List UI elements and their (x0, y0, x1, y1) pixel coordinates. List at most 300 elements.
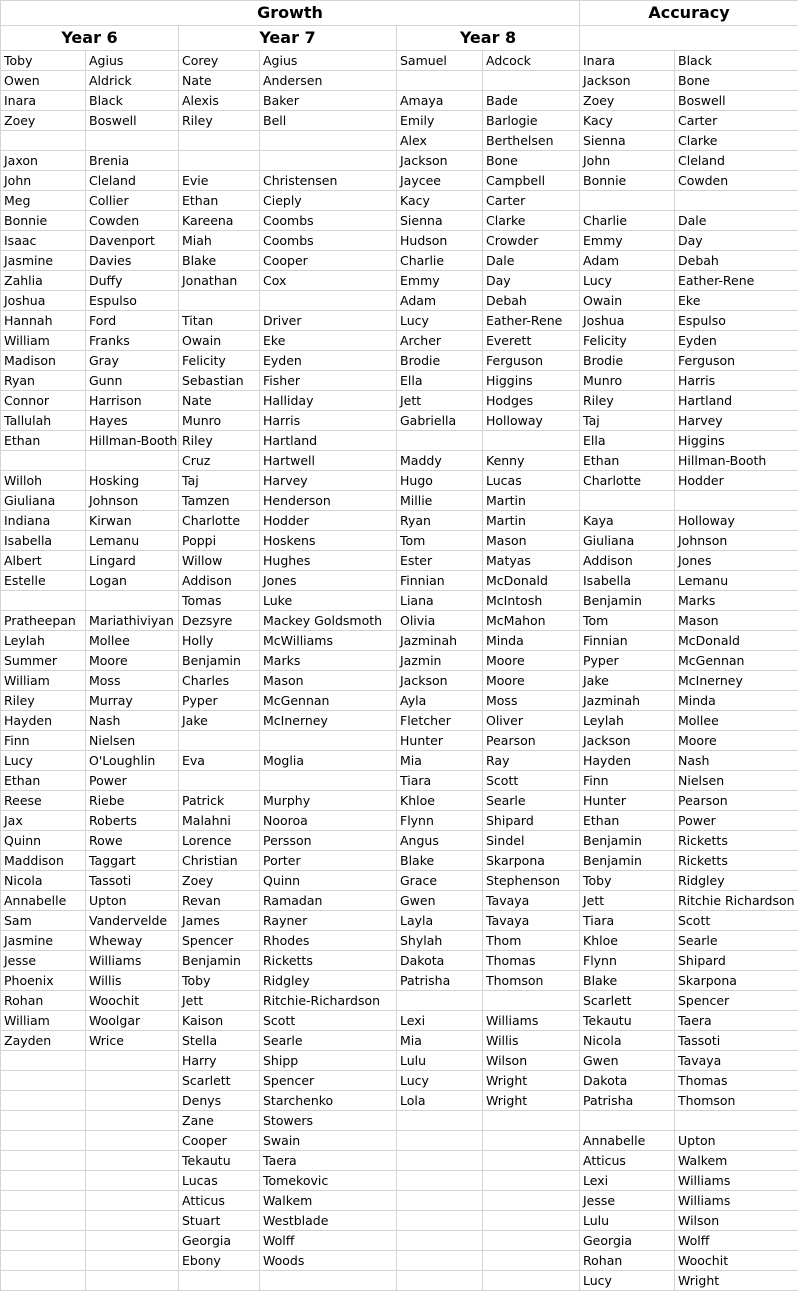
year7-first-name[interactable] (179, 771, 260, 791)
year8-last-name[interactable]: McMahon (483, 611, 580, 631)
year6-first-name[interactable]: Jesse (1, 951, 86, 971)
accuracy-last-name[interactable]: Spencer (675, 991, 798, 1011)
year8-first-name[interactable]: Angus (397, 831, 483, 851)
accuracy-first-name[interactable]: Ethan (580, 811, 675, 831)
year6-first-name[interactable] (1, 1111, 86, 1131)
accuracy-last-name[interactable]: McGennan (675, 651, 798, 671)
year8-first-name[interactable]: Archer (397, 331, 483, 351)
year6-first-name[interactable]: Ryan (1, 371, 86, 391)
year6-last-name[interactable] (86, 1071, 179, 1091)
year7-first-name[interactable]: Scarlett (179, 1071, 260, 1091)
year8-first-name[interactable]: Ella (397, 371, 483, 391)
year8-last-name[interactable]: Williams (483, 1011, 580, 1031)
accuracy-last-name[interactable]: Nielsen (675, 771, 798, 791)
year7-last-name[interactable]: Eke (260, 331, 397, 351)
accuracy-first-name[interactable]: Adam (580, 251, 675, 271)
year6-last-name[interactable]: Riebe (86, 791, 179, 811)
accuracy-last-name[interactable]: Lemanu (675, 571, 798, 591)
year8-first-name[interactable]: Grace (397, 871, 483, 891)
accuracy-first-name[interactable] (580, 1111, 675, 1131)
year6-first-name[interactable]: Tallulah (1, 411, 86, 431)
year7-last-name[interactable]: Hughes (260, 551, 397, 571)
year8-last-name[interactable]: Moore (483, 671, 580, 691)
accuracy-last-name[interactable]: McInerney (675, 671, 798, 691)
accuracy-last-name[interactable]: Upton (675, 1131, 798, 1151)
year8-first-name[interactable]: Shylah (397, 931, 483, 951)
year7-first-name[interactable]: Revan (179, 891, 260, 911)
year7-last-name[interactable]: Jones (260, 571, 397, 591)
year8-last-name[interactable] (483, 1271, 580, 1291)
year8-first-name[interactable]: Emily (397, 111, 483, 131)
accuracy-first-name[interactable]: Tom (580, 611, 675, 631)
accuracy-last-name[interactable]: Ridgley (675, 871, 798, 891)
year8-last-name[interactable]: Wright (483, 1071, 580, 1091)
accuracy-first-name[interactable]: Zoey (580, 91, 675, 111)
year6-first-name[interactable]: William (1, 331, 86, 351)
year8-last-name[interactable]: Martin (483, 491, 580, 511)
year8-first-name[interactable] (397, 1231, 483, 1251)
year6-first-name[interactable]: Jasmine (1, 251, 86, 271)
year7-last-name[interactable]: Baker (260, 91, 397, 111)
year6-last-name[interactable] (86, 131, 179, 151)
accuracy-first-name[interactable]: Annabelle (580, 1131, 675, 1151)
year6-last-name[interactable]: Nielsen (86, 731, 179, 751)
accuracy-first-name[interactable] (580, 491, 675, 511)
year6-last-name[interactable]: Nash (86, 711, 179, 731)
year6-first-name[interactable]: Madison (1, 351, 86, 371)
year7-last-name[interactable]: Westblade (260, 1211, 397, 1231)
year8-first-name[interactable] (397, 1131, 483, 1151)
year8-first-name[interactable] (397, 1151, 483, 1171)
accuracy-first-name[interactable]: Benjamin (580, 831, 675, 851)
year6-first-name[interactable]: Connor (1, 391, 86, 411)
year7-first-name[interactable]: Alexis (179, 91, 260, 111)
year6-first-name[interactable]: Estelle (1, 571, 86, 591)
year7-first-name[interactable]: Eva (179, 751, 260, 771)
year6-first-name[interactable] (1, 591, 86, 611)
year8-last-name[interactable] (483, 1171, 580, 1191)
year7-first-name[interactable]: Felicity (179, 351, 260, 371)
year6-last-name[interactable]: Cowden (86, 211, 179, 231)
year7-first-name[interactable]: Toby (179, 971, 260, 991)
year6-last-name[interactable]: Black (86, 91, 179, 111)
year7-first-name[interactable]: Tamzen (179, 491, 260, 511)
year7-first-name[interactable]: Munro (179, 411, 260, 431)
year6-last-name[interactable]: Mollee (86, 631, 179, 651)
year7-last-name[interactable]: Harris (260, 411, 397, 431)
accuracy-last-name[interactable]: Wolff (675, 1231, 798, 1251)
accuracy-last-name[interactable]: Bone (675, 71, 798, 91)
year8-last-name[interactable]: Day (483, 271, 580, 291)
year8-first-name[interactable]: Gabriella (397, 411, 483, 431)
year6-first-name[interactable]: Indiana (1, 511, 86, 531)
year8-last-name[interactable]: Scott (483, 771, 580, 791)
year8-last-name[interactable]: Campbell (483, 171, 580, 191)
year7-first-name[interactable]: Benjamin (179, 651, 260, 671)
year6-first-name[interactable]: Zayden (1, 1031, 86, 1051)
year8-first-name[interactable] (397, 431, 483, 451)
year7-first-name[interactable]: Christian (179, 851, 260, 871)
year6-last-name[interactable]: Upton (86, 891, 179, 911)
year8-last-name[interactable]: Bade (483, 91, 580, 111)
year8-last-name[interactable]: Shipard (483, 811, 580, 831)
year6-first-name[interactable]: Jaxon (1, 151, 86, 171)
year7-first-name[interactable]: Zane (179, 1111, 260, 1131)
accuracy-first-name[interactable]: Georgia (580, 1231, 675, 1251)
year7-first-name[interactable]: Cooper (179, 1131, 260, 1151)
accuracy-last-name[interactable]: Higgins (675, 431, 798, 451)
year7-last-name[interactable]: Porter (260, 851, 397, 871)
year7-last-name[interactable]: Scott (260, 1011, 397, 1031)
year6-first-name[interactable]: Albert (1, 551, 86, 571)
year8-first-name[interactable] (397, 1191, 483, 1211)
year7-first-name[interactable]: Patrick (179, 791, 260, 811)
year6-first-name[interactable]: Jasmine (1, 931, 86, 951)
year6-first-name[interactable]: Zahlia (1, 271, 86, 291)
year6-first-name[interactable]: Bonnie (1, 211, 86, 231)
year8-last-name[interactable] (483, 1251, 580, 1271)
year8-first-name[interactable]: Sienna (397, 211, 483, 231)
year7-last-name[interactable]: Coombs (260, 231, 397, 251)
year6-first-name[interactable] (1, 1171, 86, 1191)
accuracy-first-name[interactable]: Rohan (580, 1251, 675, 1271)
year8-last-name[interactable]: Moss (483, 691, 580, 711)
year6-last-name[interactable]: Gunn (86, 371, 179, 391)
year7-last-name[interactable]: Ritchie-Richardson (260, 991, 397, 1011)
year6-first-name[interactable]: Sam (1, 911, 86, 931)
year8-last-name[interactable]: Everett (483, 331, 580, 351)
accuracy-last-name[interactable] (675, 491, 798, 511)
year8-first-name[interactable]: Hugo (397, 471, 483, 491)
year7-last-name[interactable]: Halliday (260, 391, 397, 411)
year8-last-name[interactable]: Hodges (483, 391, 580, 411)
year6-first-name[interactable]: Ethan (1, 431, 86, 451)
year8-first-name[interactable] (397, 71, 483, 91)
accuracy-last-name[interactable]: Taera (675, 1011, 798, 1031)
accuracy-last-name[interactable]: Nash (675, 751, 798, 771)
year8-last-name[interactable]: Dale (483, 251, 580, 271)
year6-first-name[interactable]: Giuliana (1, 491, 86, 511)
year6-first-name[interactable]: Meg (1, 191, 86, 211)
year7-first-name[interactable]: Stuart (179, 1211, 260, 1231)
accuracy-first-name[interactable]: Charlotte (580, 471, 675, 491)
year7-first-name[interactable]: Benjamin (179, 951, 260, 971)
accuracy-first-name[interactable]: Inara (580, 51, 675, 71)
year8-first-name[interactable]: Layla (397, 911, 483, 931)
year8-last-name[interactable]: Higgins (483, 371, 580, 391)
year7-first-name[interactable] (179, 1271, 260, 1291)
year8-last-name[interactable]: Sindel (483, 831, 580, 851)
accuracy-last-name[interactable]: Woochit (675, 1251, 798, 1271)
year8-last-name[interactable] (483, 1211, 580, 1231)
year7-last-name[interactable]: McWilliams (260, 631, 397, 651)
year7-last-name[interactable]: Moglia (260, 751, 397, 771)
accuracy-first-name[interactable]: Felicity (580, 331, 675, 351)
year8-last-name[interactable]: Skarpona (483, 851, 580, 871)
year6-last-name[interactable]: Wrice (86, 1031, 179, 1051)
accuracy-last-name[interactable]: Williams (675, 1171, 798, 1191)
accuracy-first-name[interactable]: Jake (580, 671, 675, 691)
year8-first-name[interactable]: Emmy (397, 271, 483, 291)
year6-first-name[interactable]: Finn (1, 731, 86, 751)
accuracy-last-name[interactable]: Mason (675, 611, 798, 631)
accuracy-first-name[interactable]: Atticus (580, 1151, 675, 1171)
year8-first-name[interactable]: Amaya (397, 91, 483, 111)
year6-last-name[interactable]: Woochit (86, 991, 179, 1011)
accuracy-last-name[interactable]: Hillman-Booth (675, 451, 798, 471)
year8-first-name[interactable]: Patrisha (397, 971, 483, 991)
year7-first-name[interactable]: Poppi (179, 531, 260, 551)
year8-first-name[interactable] (397, 1111, 483, 1131)
year6-last-name[interactable]: Williams (86, 951, 179, 971)
year7-first-name[interactable]: Ebony (179, 1251, 260, 1271)
accuracy-first-name[interactable]: Addison (580, 551, 675, 571)
accuracy-last-name[interactable]: Ritchie Richardson (675, 891, 798, 911)
year7-first-name[interactable]: Dezsyre (179, 611, 260, 631)
year8-first-name[interactable]: Dakota (397, 951, 483, 971)
year7-last-name[interactable]: Ridgley (260, 971, 397, 991)
accuracy-first-name[interactable]: Scarlett (580, 991, 675, 1011)
year6-first-name[interactable] (1, 451, 86, 471)
year8-first-name[interactable]: Lucy (397, 1071, 483, 1091)
year8-last-name[interactable]: Berthelsen (483, 131, 580, 151)
accuracy-first-name[interactable]: Flynn (580, 951, 675, 971)
year6-first-name[interactable]: Inara (1, 91, 86, 111)
accuracy-first-name[interactable]: Jackson (580, 731, 675, 751)
year7-last-name[interactable]: Rhodes (260, 931, 397, 951)
accuracy-last-name[interactable]: Minda (675, 691, 798, 711)
accuracy-first-name[interactable]: Munro (580, 371, 675, 391)
year6-last-name[interactable]: Roberts (86, 811, 179, 831)
year8-last-name[interactable]: Clarke (483, 211, 580, 231)
year6-last-name[interactable]: Boswell (86, 111, 179, 131)
year7-last-name[interactable]: Agius (260, 51, 397, 71)
year8-last-name[interactable]: Willis (483, 1031, 580, 1051)
year6-last-name[interactable]: Power (86, 771, 179, 791)
year7-first-name[interactable]: James (179, 911, 260, 931)
accuracy-first-name[interactable]: Sienna (580, 131, 675, 151)
year8-last-name[interactable]: Martin (483, 511, 580, 531)
year6-last-name[interactable]: Ford (86, 311, 179, 331)
year6-first-name[interactable]: Reese (1, 791, 86, 811)
year8-first-name[interactable]: Charlie (397, 251, 483, 271)
accuracy-first-name[interactable] (580, 191, 675, 211)
year6-first-name[interactable]: Jax (1, 811, 86, 831)
year7-last-name[interactable]: McInerney (260, 711, 397, 731)
accuracy-last-name[interactable]: Cleland (675, 151, 798, 171)
year8-first-name[interactable]: Khloe (397, 791, 483, 811)
year6-last-name[interactable] (86, 451, 179, 471)
year6-last-name[interactable]: Davies (86, 251, 179, 271)
year6-first-name[interactable] (1, 1271, 86, 1291)
year8-last-name[interactable]: McIntosh (483, 591, 580, 611)
year7-first-name[interactable]: Stella (179, 1031, 260, 1051)
accuracy-first-name[interactable]: Bonnie (580, 171, 675, 191)
year6-last-name[interactable]: Johnson (86, 491, 179, 511)
year6-last-name[interactable] (86, 1231, 179, 1251)
year6-first-name[interactable]: Nicola (1, 871, 86, 891)
year7-first-name[interactable]: Atticus (179, 1191, 260, 1211)
year7-last-name[interactable]: Murphy (260, 791, 397, 811)
year7-last-name[interactable]: Eyden (260, 351, 397, 371)
accuracy-last-name[interactable]: McDonald (675, 631, 798, 651)
year7-last-name[interactable] (260, 731, 397, 751)
year7-first-name[interactable]: Jett (179, 991, 260, 1011)
year6-last-name[interactable]: Brenia (86, 151, 179, 171)
year8-last-name[interactable]: Barlogie (483, 111, 580, 131)
year6-first-name[interactable]: Ethan (1, 771, 86, 791)
year6-last-name[interactable]: Woolgar (86, 1011, 179, 1031)
year8-last-name[interactable]: Kenny (483, 451, 580, 471)
year6-last-name[interactable]: Moss (86, 671, 179, 691)
year7-first-name[interactable]: Blake (179, 251, 260, 271)
year8-first-name[interactable] (397, 1211, 483, 1231)
year6-first-name[interactable]: Maddison (1, 851, 86, 871)
year6-last-name[interactable]: Willis (86, 971, 179, 991)
year6-first-name[interactable]: Quinn (1, 831, 86, 851)
year8-last-name[interactable]: Lucas (483, 471, 580, 491)
accuracy-last-name[interactable]: Shipard (675, 951, 798, 971)
year8-last-name[interactable] (483, 431, 580, 451)
year8-first-name[interactable]: Alex (397, 131, 483, 151)
accuracy-first-name[interactable]: Pyper (580, 651, 675, 671)
year7-last-name[interactable]: Hartland (260, 431, 397, 451)
year7-first-name[interactable]: Tomas (179, 591, 260, 611)
year8-last-name[interactable]: Mason (483, 531, 580, 551)
year6-last-name[interactable] (86, 591, 179, 611)
year7-first-name[interactable] (179, 151, 260, 171)
year8-first-name[interactable]: Maddy (397, 451, 483, 471)
year7-first-name[interactable]: Owain (179, 331, 260, 351)
accuracy-last-name[interactable]: Hartland (675, 391, 798, 411)
year6-first-name[interactable]: Phoenix (1, 971, 86, 991)
accuracy-last-name[interactable]: Day (675, 231, 798, 251)
year6-last-name[interactable]: Lingard (86, 551, 179, 571)
year8-first-name[interactable]: Jackson (397, 671, 483, 691)
year7-first-name[interactable]: Willow (179, 551, 260, 571)
year7-last-name[interactable]: Shipp (260, 1051, 397, 1071)
year8-first-name[interactable]: Brodie (397, 351, 483, 371)
accuracy-first-name[interactable]: Jesse (580, 1191, 675, 1211)
year8-last-name[interactable]: Carter (483, 191, 580, 211)
year8-first-name[interactable]: Blake (397, 851, 483, 871)
year6-last-name[interactable]: Duffy (86, 271, 179, 291)
year6-last-name[interactable]: Logan (86, 571, 179, 591)
year6-first-name[interactable] (1, 1091, 86, 1111)
year8-last-name[interactable]: Crowder (483, 231, 580, 251)
year7-first-name[interactable]: Malahni (179, 811, 260, 831)
accuracy-last-name[interactable]: Holloway (675, 511, 798, 531)
year6-last-name[interactable]: Hayes (86, 411, 179, 431)
year7-last-name[interactable]: Quinn (260, 871, 397, 891)
year8-first-name[interactable]: Jazmin (397, 651, 483, 671)
year8-last-name[interactable]: Minda (483, 631, 580, 651)
year7-last-name[interactable]: Christensen (260, 171, 397, 191)
year7-first-name[interactable]: Taj (179, 471, 260, 491)
accuracy-first-name[interactable]: Nicola (580, 1031, 675, 1051)
accuracy-first-name[interactable]: Gwen (580, 1051, 675, 1071)
year8-first-name[interactable]: Tiara (397, 771, 483, 791)
year8-first-name[interactable]: Tom (397, 531, 483, 551)
accuracy-last-name[interactable]: Espulso (675, 311, 798, 331)
year7-last-name[interactable]: Taera (260, 1151, 397, 1171)
year6-first-name[interactable] (1, 1071, 86, 1091)
accuracy-last-name[interactable]: Moore (675, 731, 798, 751)
year7-first-name[interactable]: Harry (179, 1051, 260, 1071)
accuracy-last-name[interactable]: Boswell (675, 91, 798, 111)
accuracy-last-name[interactable]: Ferguson (675, 351, 798, 371)
accuracy-first-name[interactable]: Benjamin (580, 851, 675, 871)
year6-first-name[interactable] (1, 131, 86, 151)
year8-last-name[interactable]: Eather-Rene (483, 311, 580, 331)
year8-last-name[interactable]: Thom (483, 931, 580, 951)
accuracy-last-name[interactable]: Black (675, 51, 798, 71)
year6-last-name[interactable]: Murray (86, 691, 179, 711)
year8-first-name[interactable]: Liana (397, 591, 483, 611)
year7-last-name[interactable] (260, 1271, 397, 1291)
year6-last-name[interactable]: Aldrick (86, 71, 179, 91)
year6-first-name[interactable]: Lucy (1, 751, 86, 771)
year7-first-name[interactable] (179, 291, 260, 311)
year6-last-name[interactable]: Wheway (86, 931, 179, 951)
year6-first-name[interactable]: Rohan (1, 991, 86, 1011)
accuracy-first-name[interactable]: Ethan (580, 451, 675, 471)
year7-first-name[interactable] (179, 731, 260, 751)
year7-first-name[interactable]: Lucas (179, 1171, 260, 1191)
year8-last-name[interactable]: Wright (483, 1091, 580, 1111)
accuracy-first-name[interactable]: Emmy (580, 231, 675, 251)
year8-first-name[interactable]: Adam (397, 291, 483, 311)
year7-last-name[interactable]: McGennan (260, 691, 397, 711)
year6-last-name[interactable]: Harrison (86, 391, 179, 411)
accuracy-first-name[interactable]: Hayden (580, 751, 675, 771)
year7-first-name[interactable]: Kaison (179, 1011, 260, 1031)
accuracy-last-name[interactable]: Thomas (675, 1071, 798, 1091)
year7-last-name[interactable]: Hodder (260, 511, 397, 531)
year6-first-name[interactable]: Pratheepan (1, 611, 86, 631)
year6-first-name[interactable] (1, 1131, 86, 1151)
year6-first-name[interactable]: John (1, 171, 86, 191)
year8-last-name[interactable] (483, 71, 580, 91)
year6-first-name[interactable]: Riley (1, 691, 86, 711)
accuracy-last-name[interactable]: Cowden (675, 171, 798, 191)
accuracy-last-name[interactable]: Tassoti (675, 1031, 798, 1051)
accuracy-last-name[interactable]: Thomson (675, 1091, 798, 1111)
accuracy-last-name[interactable]: Walkem (675, 1151, 798, 1171)
year7-first-name[interactable] (179, 131, 260, 151)
year7-last-name[interactable]: Tomekovic (260, 1171, 397, 1191)
year6-last-name[interactable]: Mariathiviyan (86, 611, 179, 631)
accuracy-first-name[interactable]: Jackson (580, 71, 675, 91)
year7-last-name[interactable] (260, 151, 397, 171)
year6-first-name[interactable] (1, 1051, 86, 1071)
year6-first-name[interactable] (1, 1151, 86, 1171)
year8-last-name[interactable]: Ray (483, 751, 580, 771)
year7-last-name[interactable]: Mackey Goldsmoth (260, 611, 397, 631)
year8-last-name[interactable]: Adcock (483, 51, 580, 71)
year8-first-name[interactable]: Gwen (397, 891, 483, 911)
accuracy-first-name[interactable]: Jazminah (580, 691, 675, 711)
accuracy-first-name[interactable]: Jett (580, 891, 675, 911)
year6-last-name[interactable] (86, 1151, 179, 1171)
year8-first-name[interactable]: Jett (397, 391, 483, 411)
year6-last-name[interactable]: Rowe (86, 831, 179, 851)
year6-last-name[interactable]: Tassoti (86, 871, 179, 891)
year7-first-name[interactable]: Evie (179, 171, 260, 191)
year6-first-name[interactable]: Summer (1, 651, 86, 671)
accuracy-first-name[interactable]: Owain (580, 291, 675, 311)
year8-first-name[interactable]: Ester (397, 551, 483, 571)
